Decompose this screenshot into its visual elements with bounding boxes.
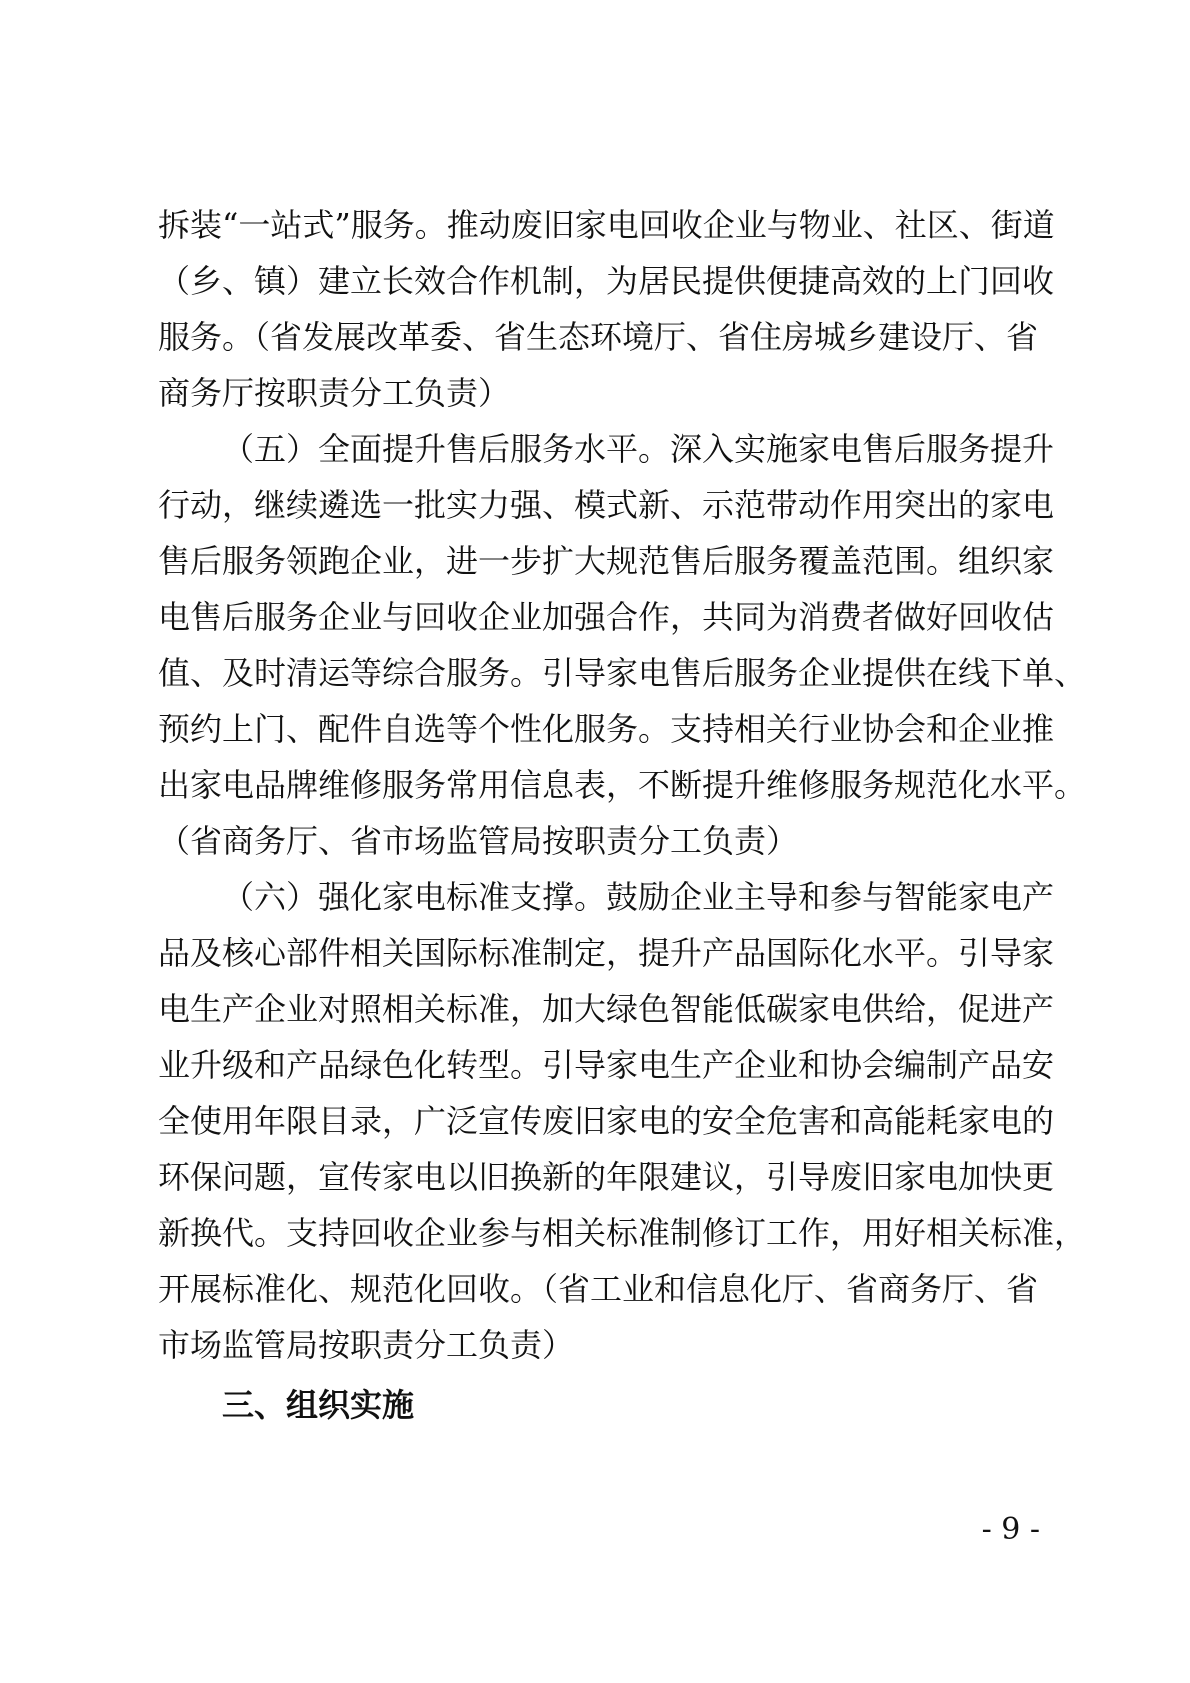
body-line-16: 业升级和产品绿色化转型。引导家电生产企业和协会编制产品安 (158, 1046, 1055, 1084)
body-line-6: 行动，继续遴选一批实力强、模式新、示范带动作用突出的家电 (158, 486, 1055, 524)
section-heading: 三、组织实施 (222, 1386, 415, 1424)
body-line-8: 电售后服务企业与回收企业加强合作，共同为消费者做好回收估 (158, 598, 1055, 636)
page-number: - 9 - (981, 1512, 1040, 1547)
body-line-9: 值、及时清运等综合服务。引导家电售后服务企业提供在线下单、 (158, 654, 1087, 692)
body-line-10: 预约上门、配件自选等个性化服务。支持相关行业协会和企业推 (158, 710, 1055, 748)
body-line-14: 品及核心部件相关国际标准制定，提升产品国际化水平。引导家 (158, 934, 1055, 972)
body-line-20: 开展标准化、规范化回收。（省工业和信息化厅、省商务厅、省 (158, 1270, 1039, 1308)
body-line-17: 全使用年限目录，广泛宣传废旧家电的安全危害和高能耗家电的 (158, 1102, 1055, 1140)
body-line-21: 市场监管局按职责分工负责） (158, 1326, 575, 1364)
body-line-11: 出家电品牌维修服务常用信息表，不断提升维修服务规范化水平。 (158, 766, 1087, 804)
body-line-7: 售后服务领跑企业，进一步扩大规范售后服务覆盖范围。组织家 (158, 542, 1055, 580)
body-line-3: 服务。（省发展改革委、省生态环境厅、省住房城乡建设厅、省 (158, 318, 1039, 356)
body-line-2: （乡、镇）建立长效合作机制，为居民提供便捷高效的上门回收 (158, 262, 1055, 300)
section-five-first-line: （五）全面提升售后服务水平。深入实施家电售后服务提升 (222, 430, 1055, 468)
body-line-4: 商务厅按职责分工负责） (158, 374, 511, 412)
body-line-18: 环保问题，宣传家电以旧换新的年限建议，引导废旧家电加快更 (158, 1158, 1055, 1196)
body-line-15: 电生产企业对照相关标准，加大绿色智能低碳家电供给，促进产 (158, 990, 1055, 1028)
body-line-19: 新换代。支持回收企业参与相关标准制修订工作，用好相关标准， (158, 1214, 1087, 1252)
section-six-first-line: （六）强化家电标准支撑。鼓励企业主导和参与智能家电产 (222, 878, 1055, 916)
body-line-12: （省商务厅、省市场监管局按职责分工负责） (158, 822, 799, 860)
body-line-1: 拆装“一站式”服务。推动废旧家电回收企业与物业、社区、街道 (158, 206, 1055, 244)
